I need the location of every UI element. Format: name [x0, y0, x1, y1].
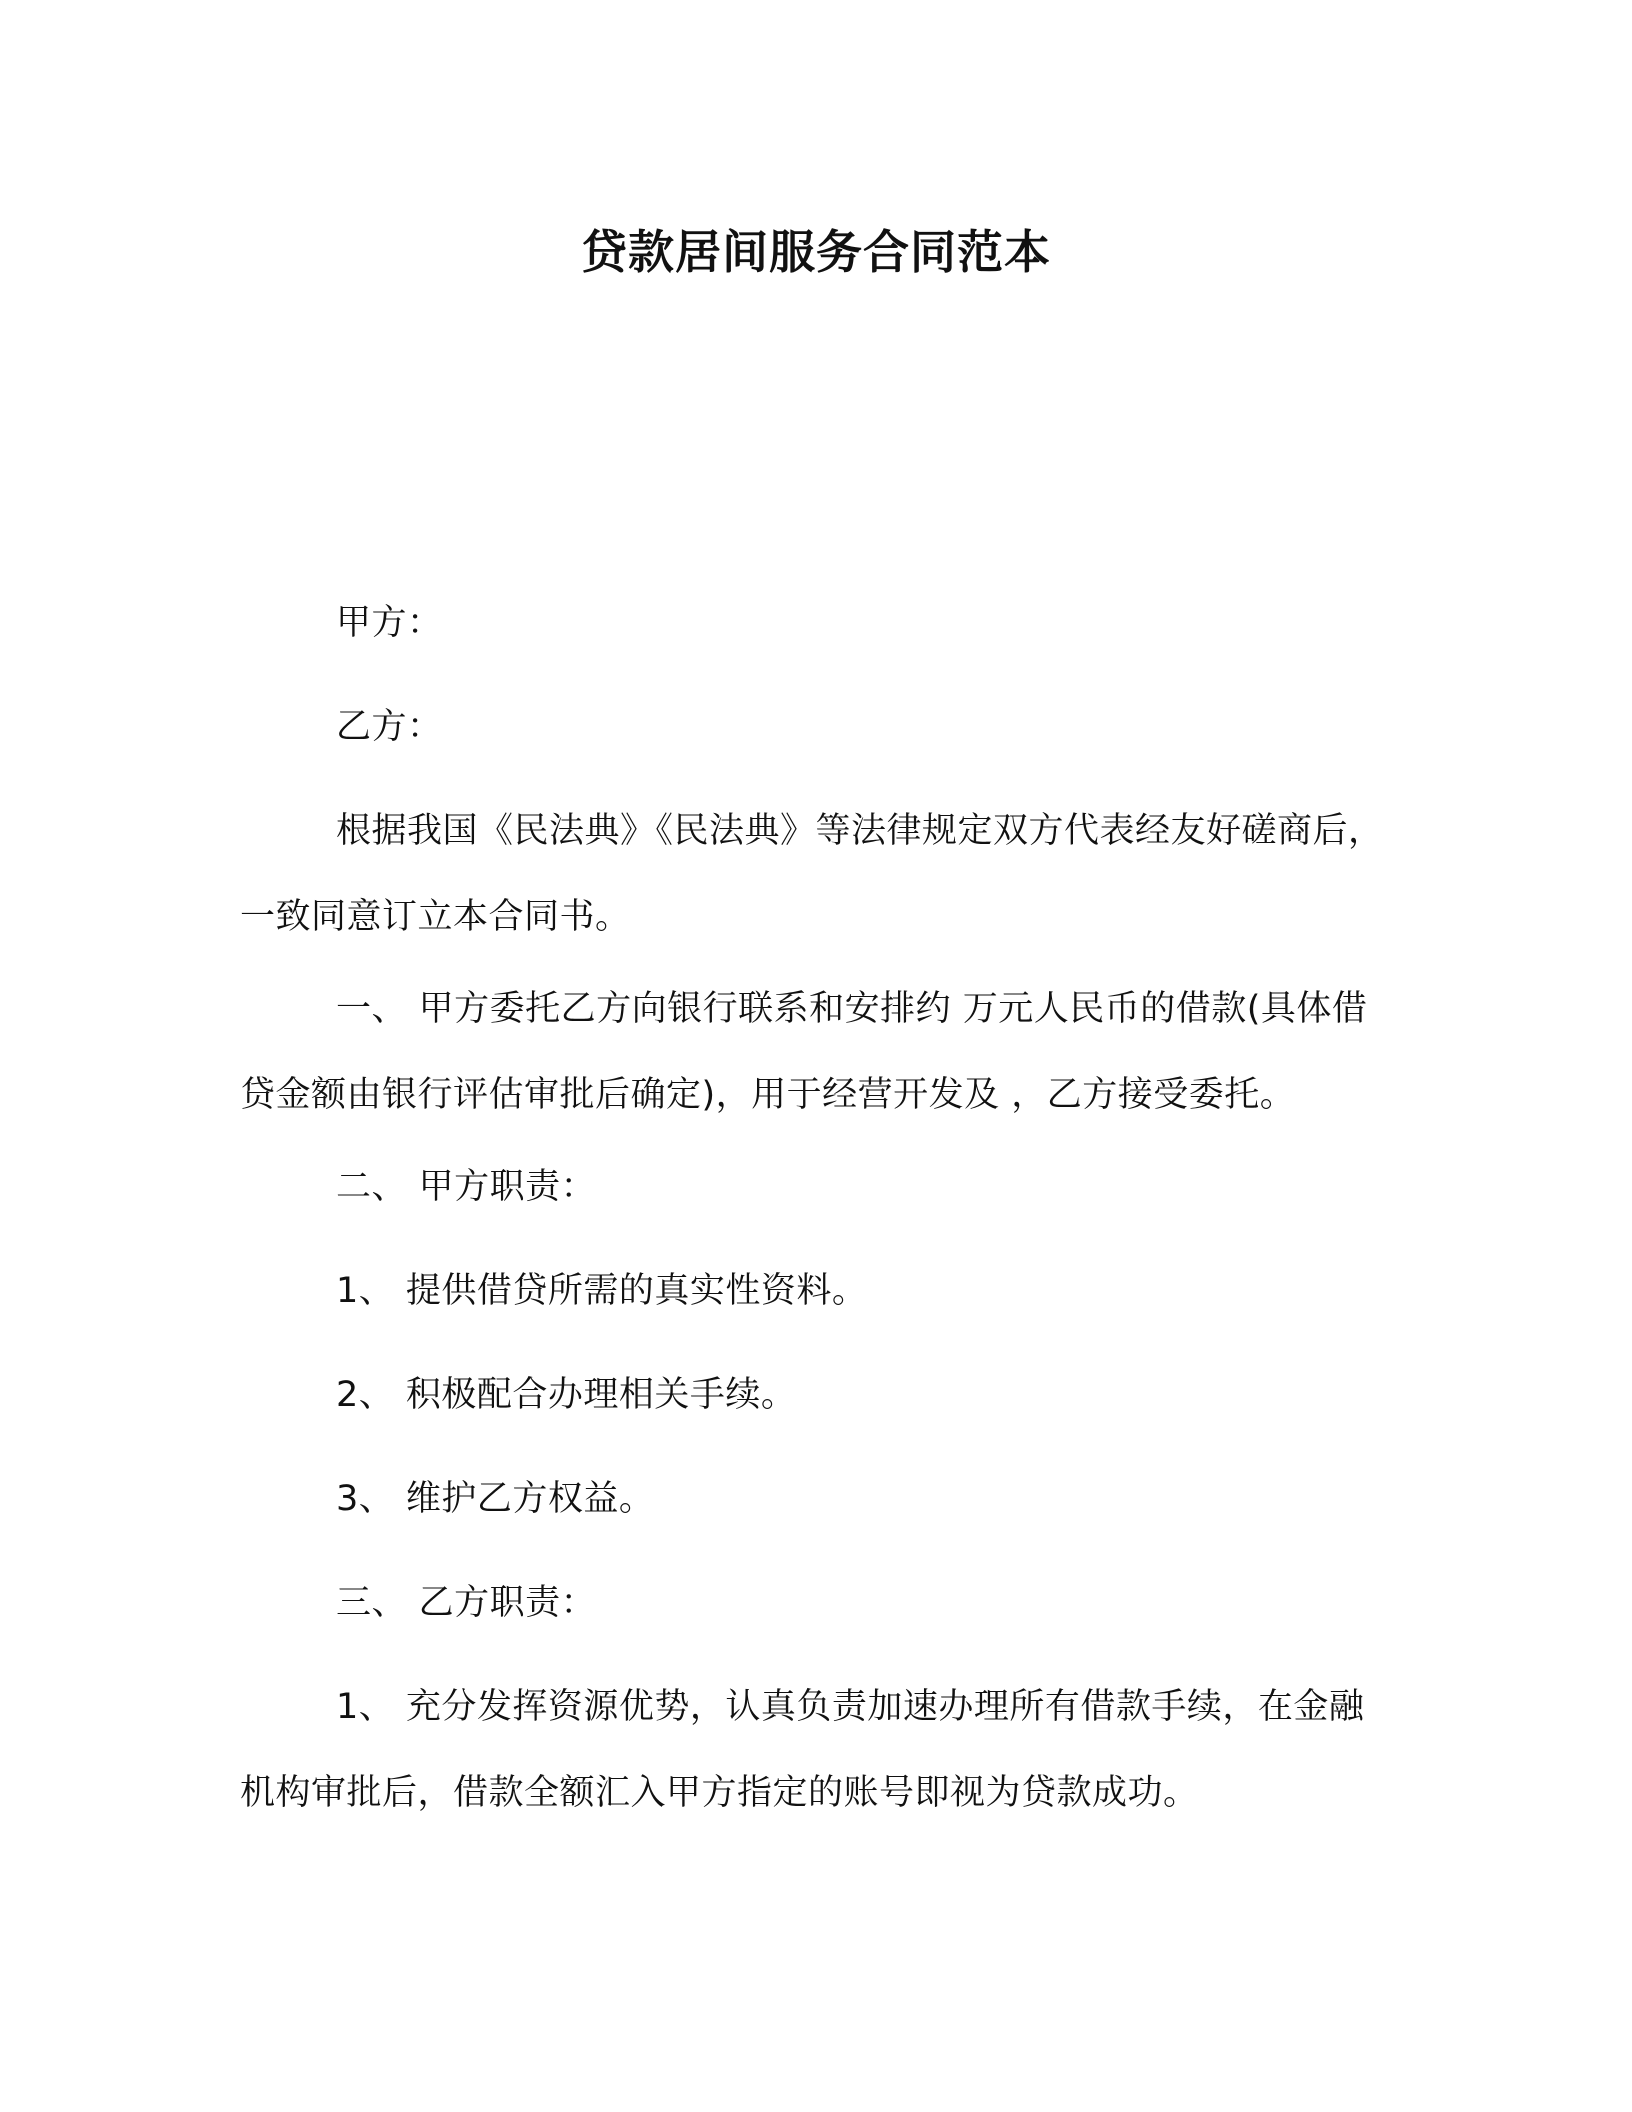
party-a-line: 甲方：	[336, 603, 443, 643]
preamble-paragraph: 根据我国《民法典》《民法典》等法律规定双方代表经友好磋商后，一致同意订立本合同书。	[240, 811, 1384, 937]
party-b-line: 乙方：	[336, 707, 443, 747]
clause-2-heading: 二、 甲方职责：	[336, 1167, 597, 1207]
clause-2-item-3: 3、 维护乙方权益。	[336, 1479, 655, 1519]
clause-2-item-2: 2、 积极配合办理相关手续。	[336, 1375, 797, 1415]
clause-3-heading: 三、 乙方职责：	[336, 1583, 597, 1623]
clause-3-item-1: 1、 充分发挥资源优势，认真负责加速办理所有借款手续，在金融机构审批后，借款全额汇入甲方指定的账号即视为贷款成功。	[240, 1687, 1365, 1813]
clause-2-item-1: 1、 提供借贷所需的真实性资料。	[336, 1271, 868, 1311]
clause-1-paragraph: 一、 甲方委托乙方向银行联系和安排约 万元人民币的借款(具体借贷金额由银行评估审批后确定)，用于经营开发及 ，乙方接受委托。	[240, 989, 1368, 1115]
document-title: 贷款居间服务合同范本	[581, 225, 1051, 279]
